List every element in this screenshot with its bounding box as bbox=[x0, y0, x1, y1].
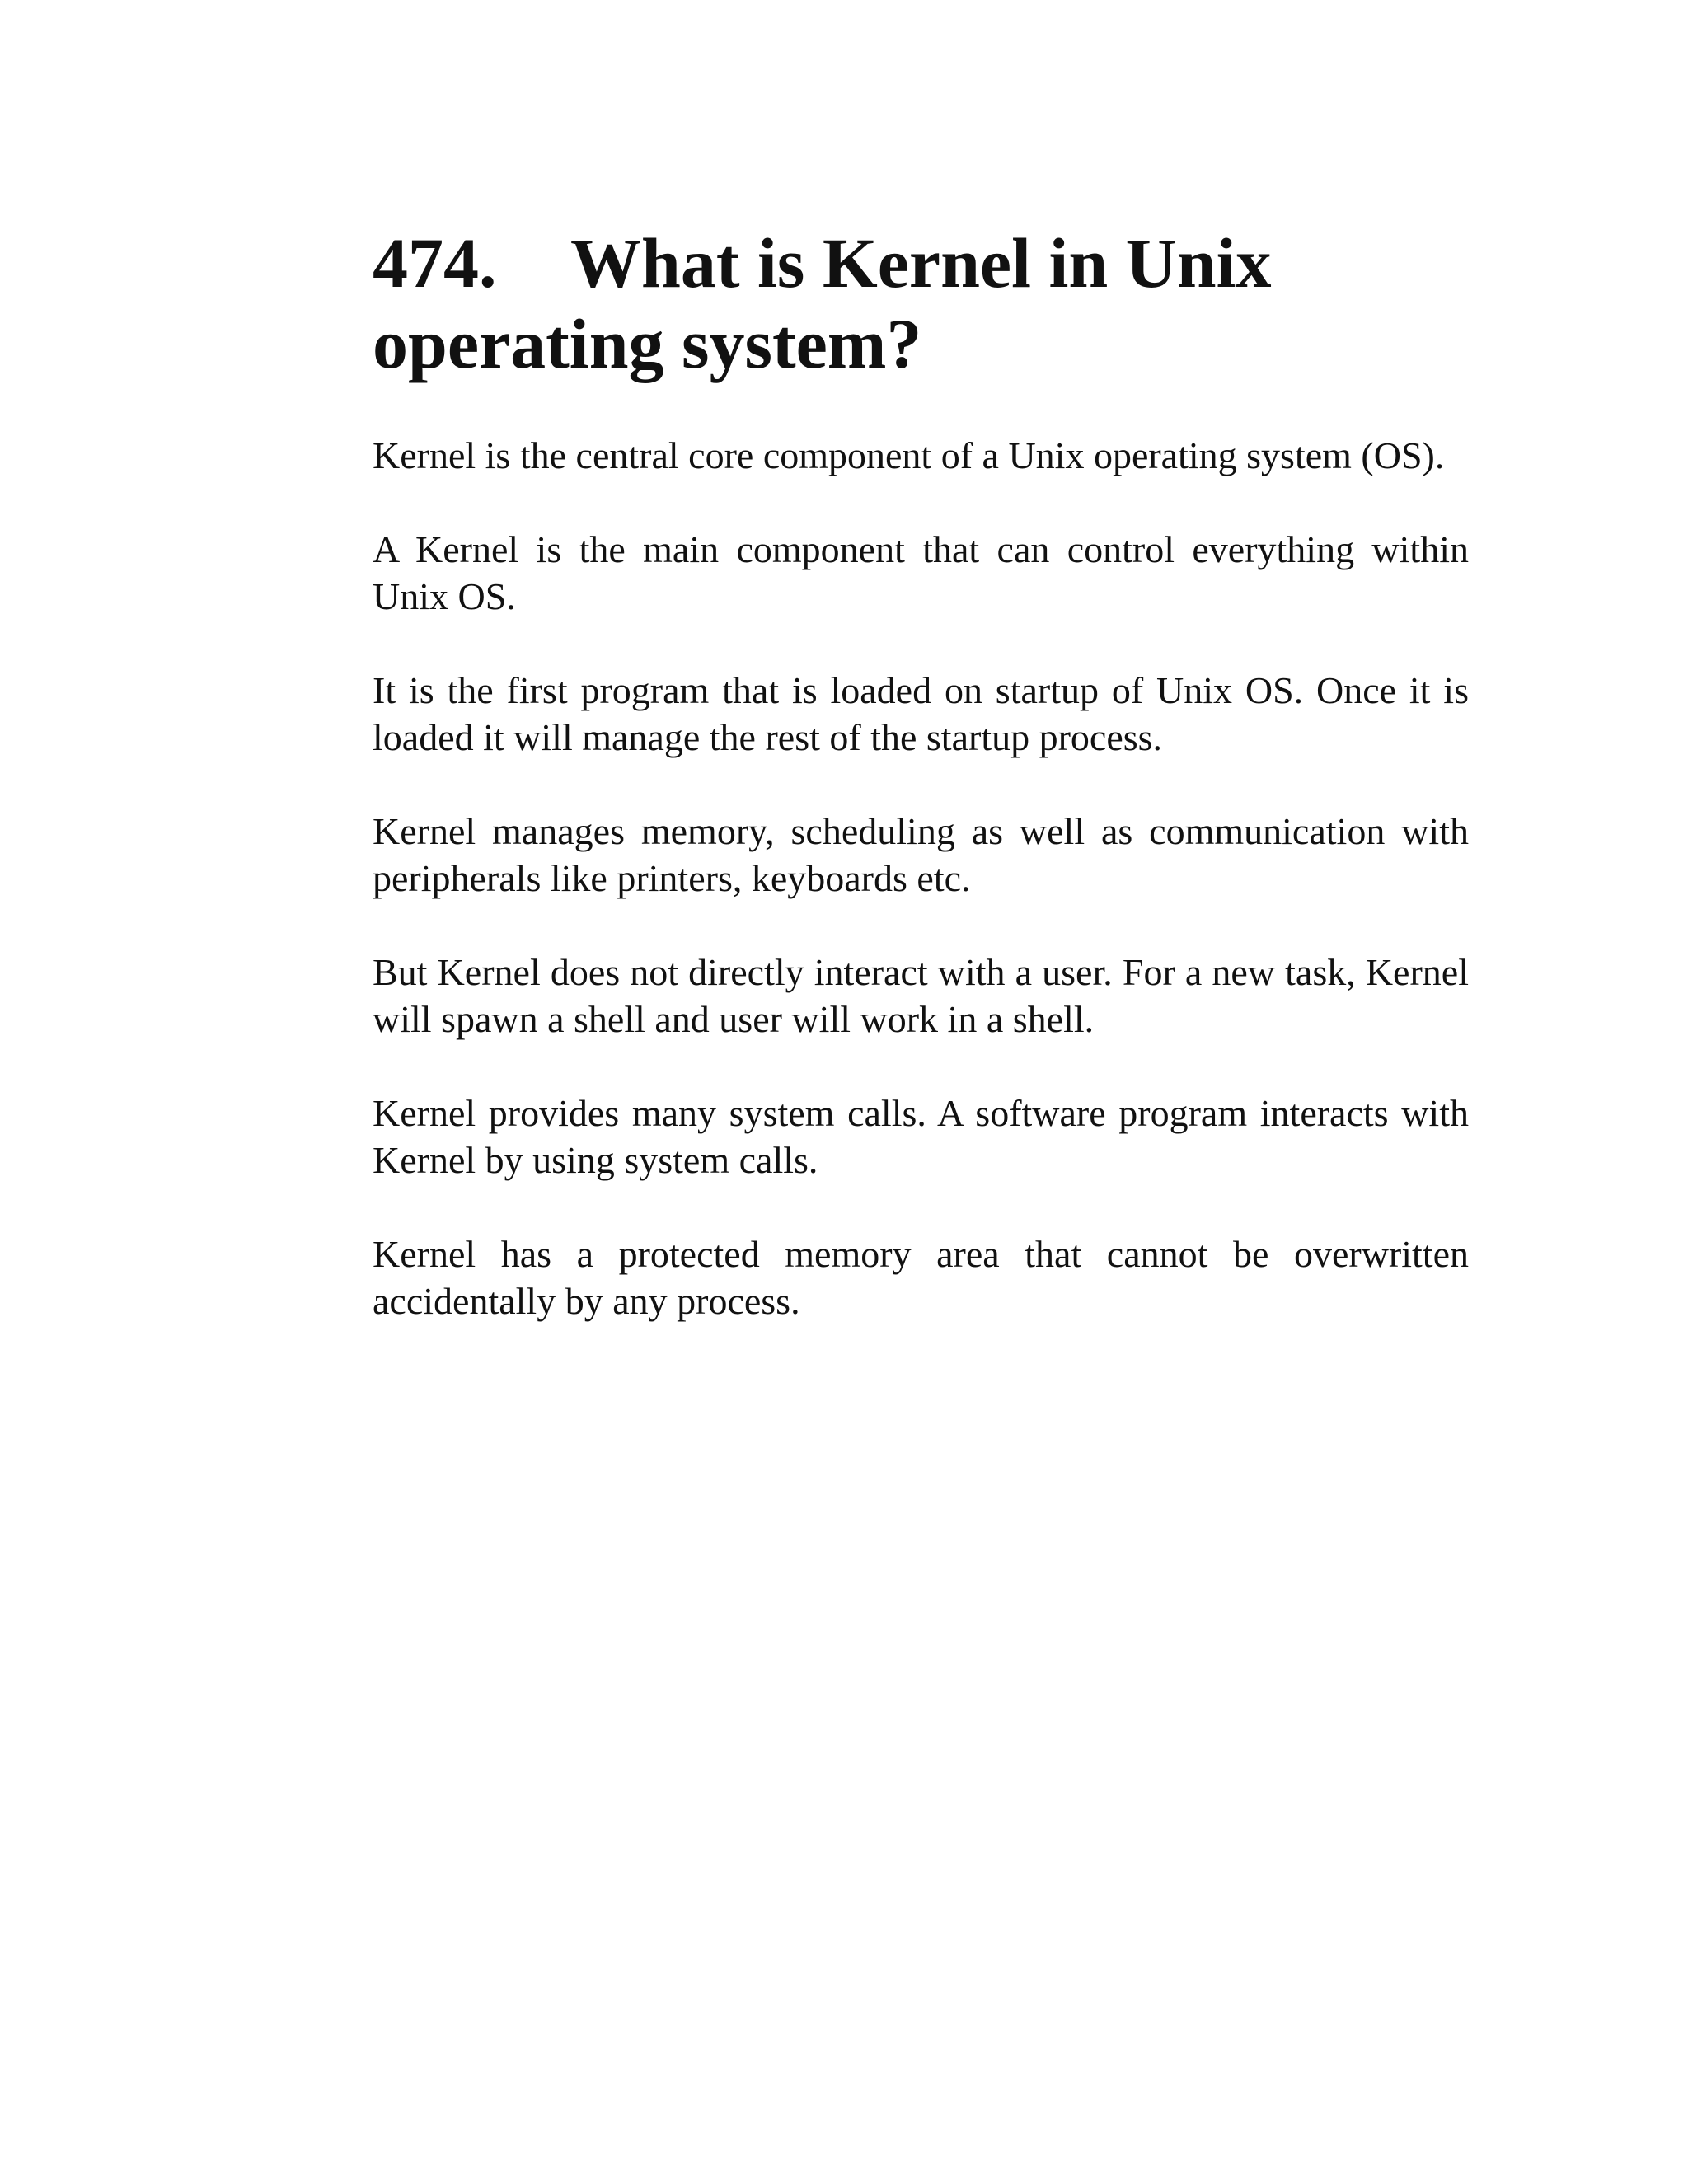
question-title-line2: operating system? bbox=[373, 304, 922, 383]
question-number: 474. bbox=[373, 223, 497, 302]
question-title-line1: What is Kernel in Unix bbox=[570, 223, 1272, 302]
paragraph-2: A Kernel is the main component that can control everything within Unix OS. bbox=[373, 528, 1469, 617]
paragraph-7: Kernel has a protected memory area that cannot be overwritten accidentally by any process. bbox=[373, 1233, 1469, 1322]
paragraph-5: But Kernel does not directly interact with a user. For a new task, Kernel will spawn a shell and user will work in a shell. bbox=[373, 951, 1469, 1040]
document-page bbox=[373, 223, 1469, 1371]
paragraph-3: It is the first program that is loaded on startup of Unix OS. Once it is loaded it will manage the rest of the startup process. bbox=[373, 669, 1469, 758]
paragraph-4: Kernel manages memory, scheduling as well as communication with peripherals like printers, keyboards etc. bbox=[373, 810, 1469, 899]
paragraph-1: Kernel is the central core component of a Unix operating system (OS). bbox=[373, 434, 1445, 476]
paragraph-6: Kernel provides many system calls. A software program interacts with Kernel by using system calls. bbox=[373, 1092, 1469, 1181]
question-heading bbox=[373, 223, 1469, 384]
